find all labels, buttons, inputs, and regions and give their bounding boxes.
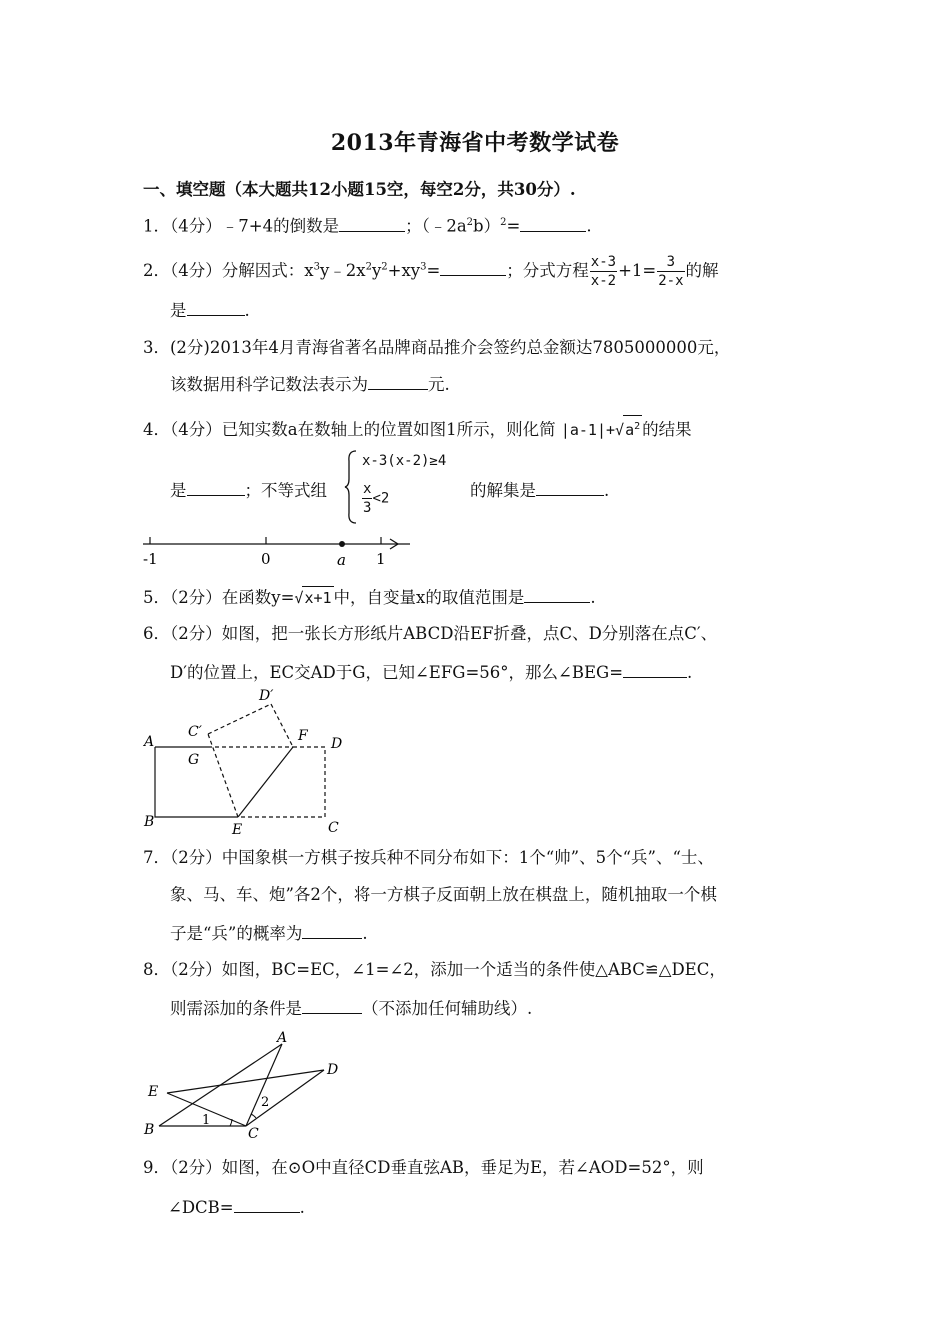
answer-blank[interactable]	[536, 478, 604, 496]
answer-blank[interactable]	[368, 372, 428, 390]
answer-blank[interactable]	[524, 585, 590, 603]
label-f: F	[298, 728, 308, 744]
label-minus-1: -1	[143, 550, 158, 568]
answer-blank[interactable]	[520, 214, 586, 232]
angle-label-1: 1	[202, 1113, 211, 1128]
question-6-cont: D′的位置上，EC交AD于G，已知∠EFG=56°，那么∠BEG= .	[170, 660, 692, 684]
question-3-cont: 该数据用科学记数法表示为 元.	[170, 372, 450, 396]
answer-blank[interactable]	[187, 478, 245, 496]
question-5: 5．（2分）在函数y=√x+1 中，自变量x的取值范围是 .	[143, 585, 596, 609]
label-c: C	[328, 820, 339, 836]
question-4: 4．（4分）已知实数a在数轴上的位置如图1所示，则化简 $|a-1|+√a^2$ 的结果	[143, 415, 692, 441]
brace-icon	[344, 449, 358, 525]
label-d-prime: D′	[259, 688, 274, 704]
label-1: 1	[376, 550, 386, 568]
label-e: E	[148, 1084, 159, 1100]
question-2: 2．（4分）分解因式：$x^3y﹣2x^2y^2+xy^3=$ ；分式方程 $\frac{x-3}{x-2}$ +1= $\frac{3}{2-x}$ 的解	[143, 254, 719, 289]
number-line-figure	[140, 532, 410, 570]
label-d: D	[327, 1062, 339, 1078]
label-d: D	[331, 736, 343, 752]
answer-blank[interactable]	[187, 298, 245, 316]
label-0: 0	[261, 550, 271, 568]
answer-blank[interactable]	[339, 214, 405, 232]
inequality-row-1: x-3(x-2)≥4	[362, 453, 447, 469]
label-a: A	[144, 734, 155, 750]
question-8-cont: 则需添加的条件是 （不添加任何辅助线）.	[170, 996, 532, 1020]
question-7-cont2: 子是“兵”的概率为 .	[170, 921, 368, 945]
section-heading: 一、填空题（本大题共12小题15空，每空2分，共30分）.	[143, 180, 576, 199]
question-9-cont: ∠DCB= .	[168, 1195, 305, 1219]
question-6: 6．（2分）如图，把一张长方形纸片ABCD沿EF折叠，点C、D分别落在点C′、	[143, 624, 718, 643]
label-c-prime: C′	[188, 724, 202, 740]
question-7-cont: 象、马、车、炮”各2个，将一方棋子反面朝上放在棋盘上，随机抽取一个棋	[170, 885, 717, 904]
label-g: G	[188, 752, 200, 768]
label-a: A	[277, 1030, 288, 1046]
fold-figure	[138, 684, 358, 839]
question-9: 9．（2分）如图，在⊙O中直径CD垂直弦AB，垂足为E，若∠AOD=52°，则	[143, 1158, 704, 1177]
question-1: 1．（4分）﹣7+4的倒数是 ；$(﹣2a^2b)^2=$ .	[143, 212, 592, 238]
question-3: 3．(2分)2013年4月青海省著名品牌商品推介会签约总金额达7805000000元，	[143, 338, 731, 357]
answer-blank[interactable]	[302, 921, 362, 939]
triangle-figure	[138, 1030, 353, 1142]
label-a: a	[337, 551, 346, 569]
fraction: $\frac{3}{2-x}$	[658, 254, 684, 289]
question-4-tail: 的解集是 .	[470, 478, 609, 502]
question-7: 7．（2分）中国象棋一方棋子按兵种不同分布如下：1个“帅”、5个“兵”、“士、	[143, 848, 714, 867]
label-b: B	[144, 814, 155, 830]
inequality-row-2: $\frac{x}{3}$ <2	[363, 481, 390, 516]
question-2-cont: 是 .	[170, 298, 250, 322]
fraction: $\frac{x-3}{x-2}$	[590, 254, 617, 289]
answer-blank[interactable]	[302, 996, 362, 1014]
question-8: 8．（2分）如图，BC=EC，∠1=∠2，添加一个适当的条件使△ABC≌△DEC，	[143, 960, 726, 979]
label-b: B	[144, 1122, 155, 1138]
page-title: 2013年青海省中考数学试卷	[330, 130, 620, 156]
answer-blank[interactable]	[623, 660, 687, 678]
label-c: C	[248, 1126, 259, 1142]
question-4-cont: 是 ；不等式组	[170, 478, 327, 502]
label-e: E	[232, 822, 243, 838]
answer-blank[interactable]	[440, 258, 506, 276]
angle-label-2: 2	[261, 1095, 270, 1110]
point-a	[339, 541, 345, 547]
answer-blank[interactable]	[234, 1195, 300, 1213]
